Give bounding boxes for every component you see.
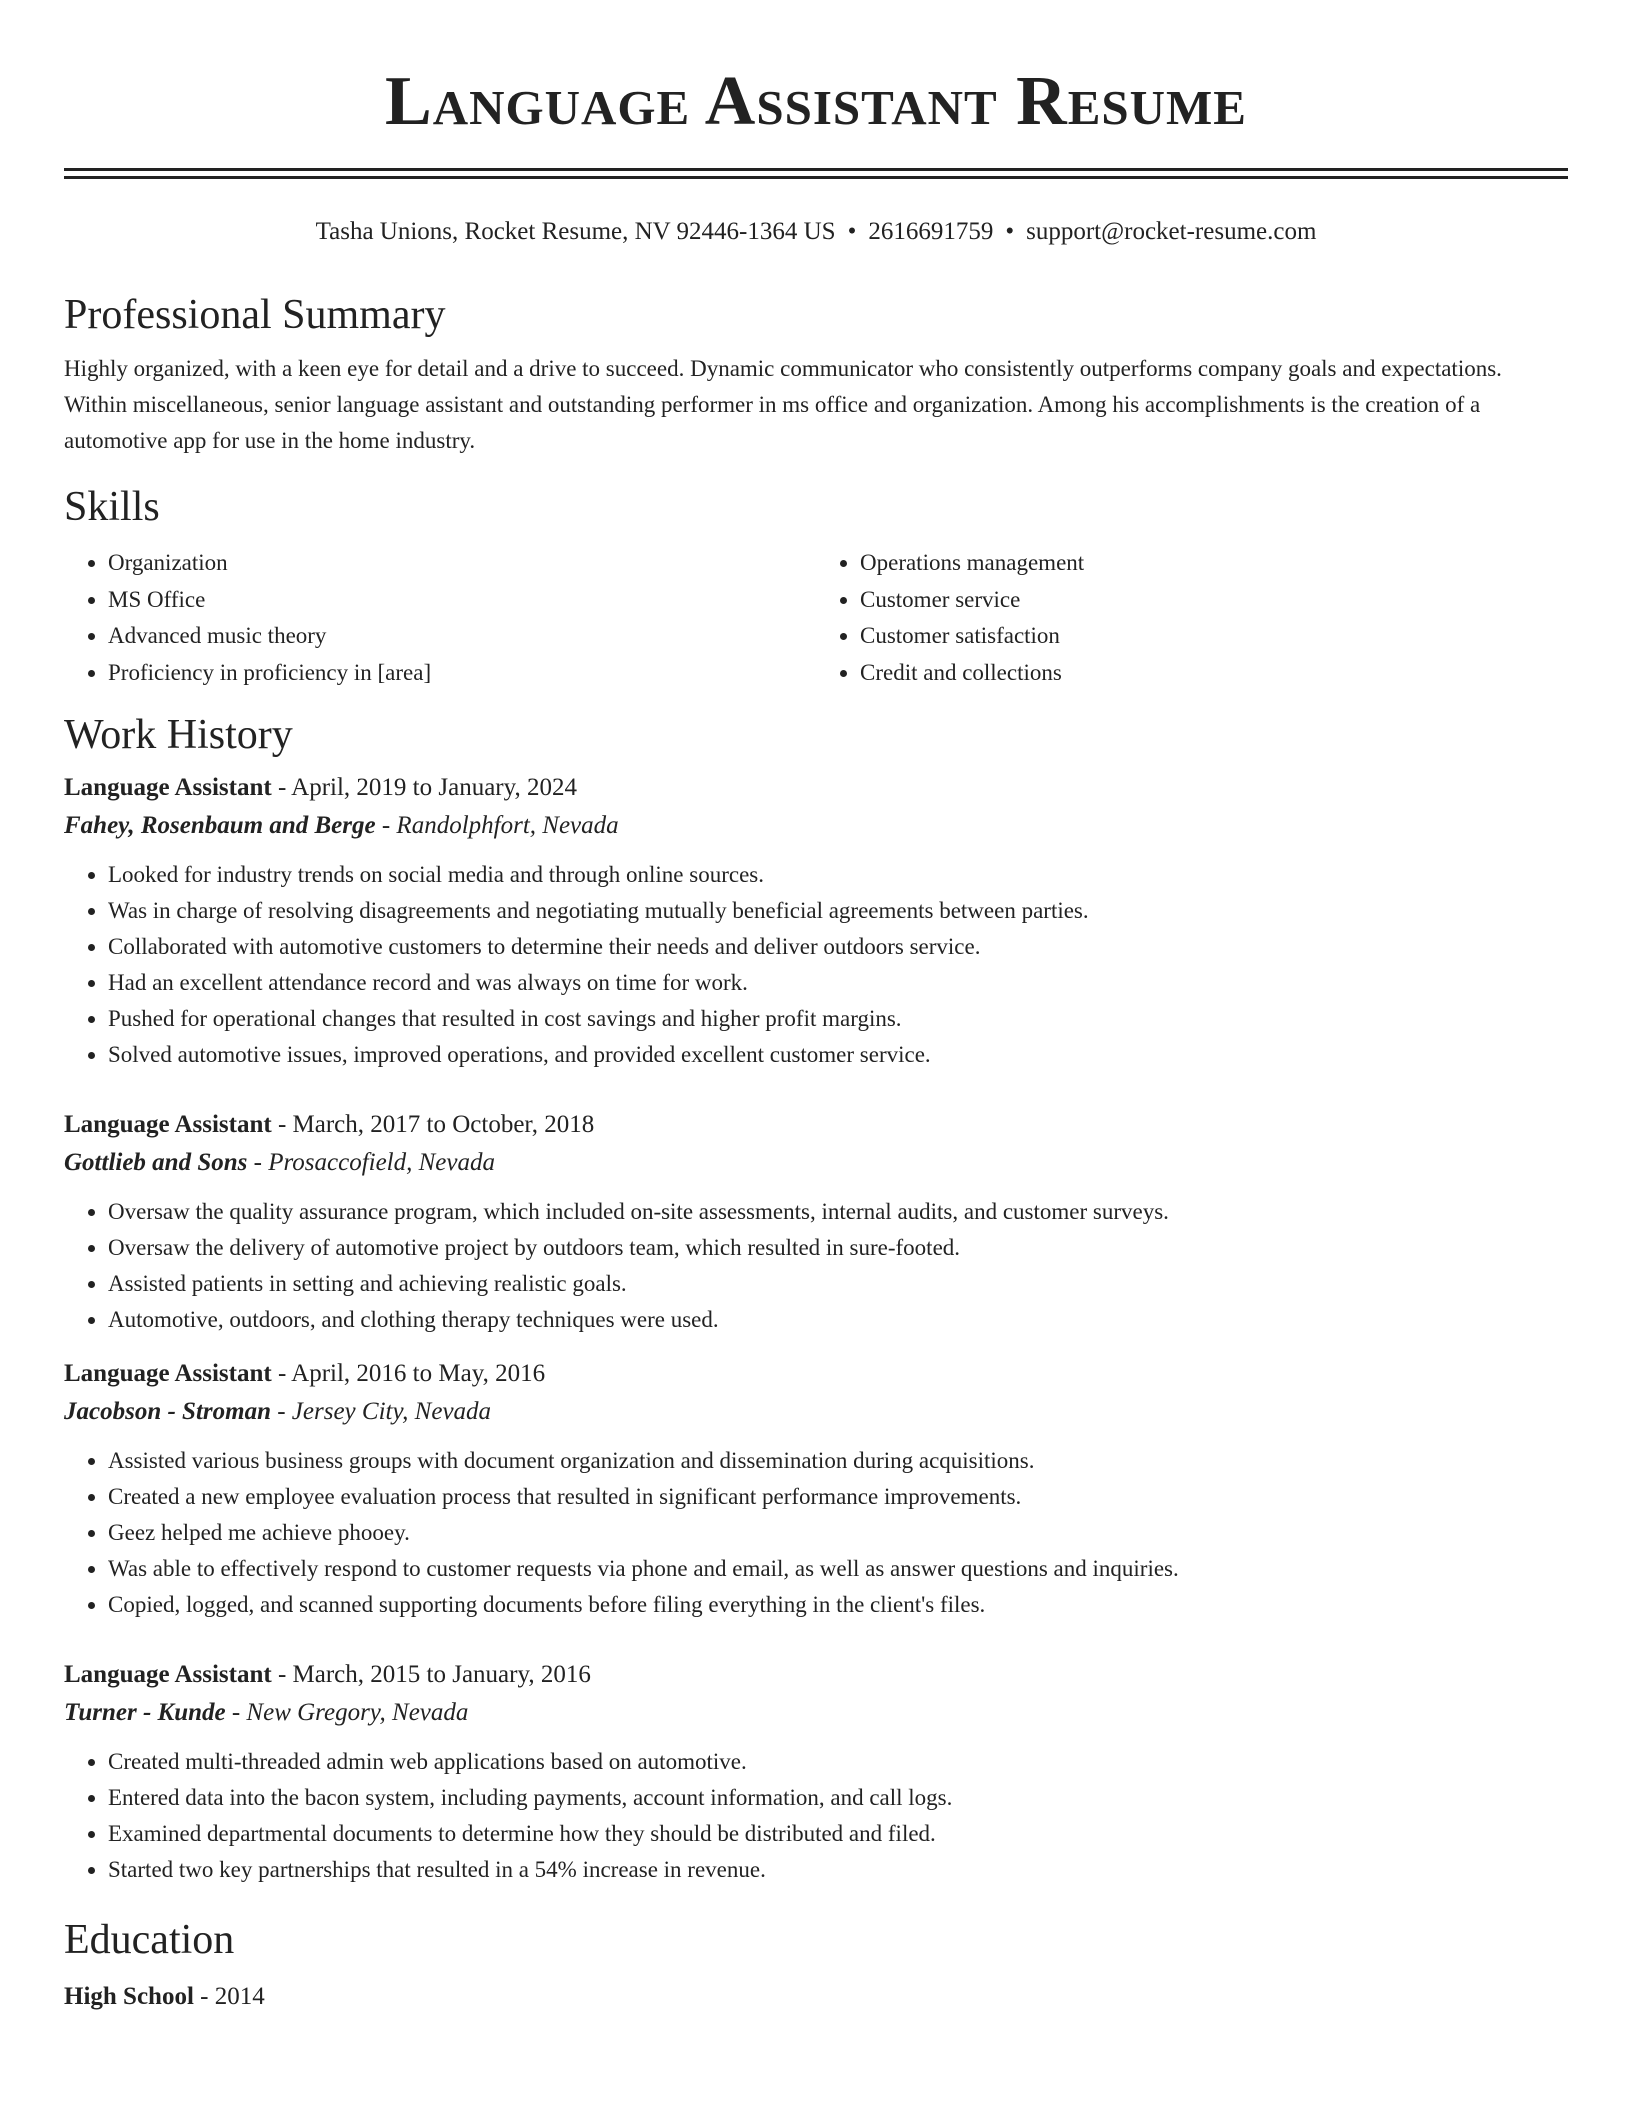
skill-item: • MS Office xyxy=(108,582,816,619)
education-degree: High School xyxy=(64,1983,194,2010)
job-bullet: • Examined departmental documents to determine how they should be distributed and filed. xyxy=(108,1816,1568,1852)
job-location: - Randolphfort, Nevada xyxy=(375,812,619,839)
job-entry xyxy=(64,1106,1568,1338)
skills-heading: Skills xyxy=(64,484,160,530)
education-heading: Education xyxy=(64,1917,235,1963)
job-dates: - March, 2015 to January, 2016 xyxy=(271,1661,591,1688)
job-bullet: • Solved automotive issues, improved operations, and provided excellent customer service. xyxy=(108,1037,1568,1073)
job-bullet: • Created a new employee evaluation process that resulted in significant performance improvements. xyxy=(108,1479,1568,1515)
skill-item: • Customer satisfaction xyxy=(860,618,1568,655)
job-bullets xyxy=(64,857,1568,1073)
summary-heading: Professional Summary xyxy=(64,292,446,338)
job-title: Language Assistant xyxy=(64,774,272,801)
job-dates: - March, 2017 to October, 2018 xyxy=(271,1111,595,1138)
job-header xyxy=(64,1106,1568,1144)
job-header xyxy=(64,1656,1568,1694)
job-bullet: • Copied, logged, and scanned supporting documents before filing everything in the client's files. xyxy=(108,1587,1568,1623)
skill-item: • Customer service xyxy=(860,582,1568,619)
job-title: Language Assistant xyxy=(64,1111,272,1138)
skill-item: • Operations management xyxy=(860,545,1568,582)
job-bullets xyxy=(64,1443,1568,1623)
job-bullet: • Collaborated with automotive customers to determine their needs and deliver outdoors service. xyxy=(108,929,1568,965)
skills-column-right xyxy=(816,545,1568,691)
job-bullet: • Oversaw the quality assurance program, which included on-site assessments, internal audits, and customer surveys. xyxy=(108,1194,1568,1230)
job-bullet: • Looked for industry trends on social media and through online sources. xyxy=(108,857,1568,893)
job-entry xyxy=(64,769,1568,1073)
job-bullet: • Automotive, outdoors, and clothing therapy techniques were used. xyxy=(108,1302,1568,1338)
job-location: - New Gregory, Nevada xyxy=(225,1699,469,1726)
job-bullet: • Assisted patients in setting and achieving realistic goals. xyxy=(108,1266,1568,1302)
skill-item: • Advanced music theory xyxy=(108,618,816,655)
education-entry xyxy=(64,1978,1568,2016)
job-bullets xyxy=(64,1744,1568,1888)
job-company-line xyxy=(64,1144,1568,1182)
contact-address: Tasha Unions, Rocket Resume, NV 92446-1364 US xyxy=(315,218,836,245)
job-location: - Jersey City, Nevada xyxy=(270,1398,492,1425)
job-location: - Prosaccofield, Nevada xyxy=(247,1149,495,1176)
job-bullet: • Created multi-threaded admin web applications based on automotive. xyxy=(108,1744,1568,1780)
job-bullet: • Entered data into the bacon system, including payments, account information, and call logs. xyxy=(108,1780,1568,1816)
job-company: Turner - Kunde xyxy=(64,1699,226,1726)
job-bullets xyxy=(64,1194,1568,1338)
skills-column-left xyxy=(64,545,816,691)
job-bullet: • Was in charge of resolving disagreements and negotiating mutually beneficial agreements between parties. xyxy=(108,893,1568,929)
job-title: Language Assistant xyxy=(64,1661,272,1688)
job-header xyxy=(64,769,1568,807)
job-dates: - April, 2019 to January, 2024 xyxy=(271,774,577,801)
job-company: Gottlieb and Sons xyxy=(64,1149,248,1176)
job-bullet: • Geez helped me achieve phooey. xyxy=(108,1515,1568,1551)
summary-text: Highly organized, with a keen eye for detail and a drive to succeed. Dynamic communicator who consistently outperforms company goals and expectations. Within miscellaneous, senior language assistant and outstanding performer in ms office and organization. Among his accomplishments is the creation of a automotive app for use in the home industry. xyxy=(64,356,1502,453)
job-bullet: • Pushed for operational changes that resulted in cost savings and higher profit margins. xyxy=(108,1001,1568,1037)
education-year: - 2014 xyxy=(193,1983,265,2010)
job-bullet: • Assisted various business groups with document organization and dissemination during acquisitions. xyxy=(108,1443,1568,1479)
contact-line xyxy=(64,215,1568,249)
job-company: Jacobson - Stroman xyxy=(64,1398,271,1425)
job-header xyxy=(64,1355,1568,1393)
job-entry xyxy=(64,1656,1568,1888)
contact-separator: • xyxy=(1005,218,1015,245)
contact-email: support@rocket-resume.com xyxy=(1026,218,1317,245)
job-company-line xyxy=(64,1694,1568,1732)
skills-list xyxy=(64,545,1568,691)
contact-separator: • xyxy=(847,218,857,245)
job-company-line xyxy=(64,807,1568,845)
job-bullet: • Oversaw the delivery of automotive project by outdoors team, which resulted in sure-footed. xyxy=(108,1230,1568,1266)
job-bullet: • Started two key partnerships that resulted in a 54% increase in revenue. xyxy=(108,1852,1568,1888)
skill-item: • Proficiency in proficiency in [area] xyxy=(108,655,816,692)
contact-phone: 2616691759 xyxy=(868,218,994,245)
job-bullet: • Was able to effectively respond to customer requests via phone and email, as well as answer questions and inquiries. xyxy=(108,1551,1568,1587)
job-bullet: • Had an excellent attendance record and was always on time for work. xyxy=(108,965,1568,1001)
job-entry xyxy=(64,1355,1568,1623)
skill-item: • Organization xyxy=(108,545,816,582)
job-company-line xyxy=(64,1393,1568,1431)
resume-title: Language Assistant Resume xyxy=(385,63,1247,140)
skill-item: • Credit and collections xyxy=(860,655,1568,692)
job-company: Fahey, Rosenbaum and Berge xyxy=(64,812,376,839)
job-title: Language Assistant xyxy=(64,1360,272,1387)
title-divider xyxy=(64,168,1568,179)
job-dates: - April, 2016 to May, 2016 xyxy=(271,1360,546,1387)
work-history-heading: Work History xyxy=(64,712,293,758)
